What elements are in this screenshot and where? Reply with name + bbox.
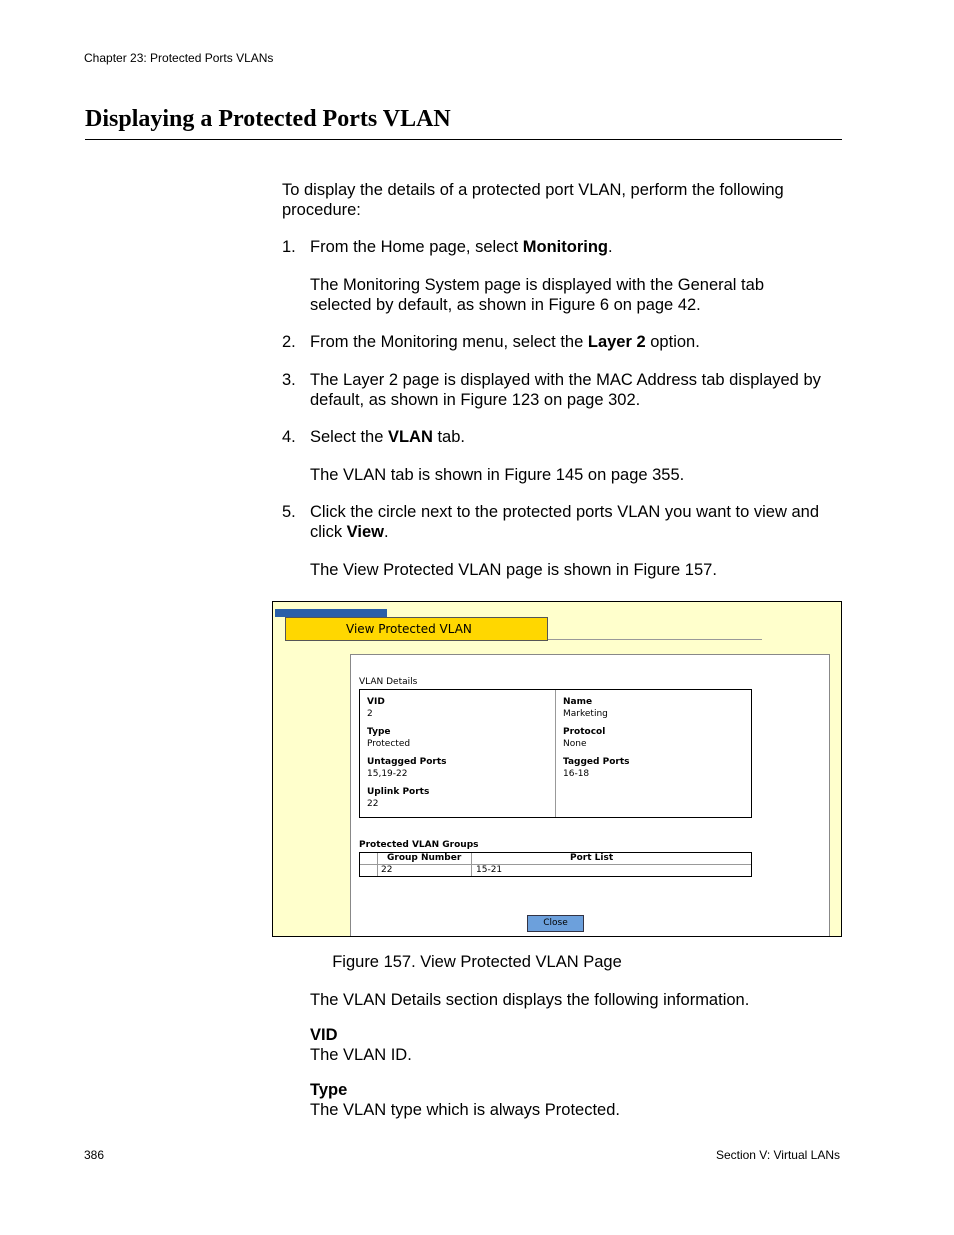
- protected-vlan-groups-heading: Protected VLAN Groups: [359, 840, 479, 850]
- intro-paragraph: To display the details of a protected port VLAN, perform the following procedure:: [282, 181, 784, 219]
- footer-section: Section V: Virtual LANs: [715, 1148, 840, 1162]
- figure-caption: Figure 157. View Protected VLAN Page: [332, 953, 622, 971]
- step-1-text: From the Home page, select Monitoring.: [310, 238, 613, 256]
- step-5-text: Click the circle next to the protected ports VLAN you want to view and click View.: [310, 503, 820, 541]
- table-column-rule: [471, 853, 472, 876]
- definition-desc-vid: The VLAN ID.: [310, 1046, 412, 1064]
- table-header-group-number: Group Number: [387, 853, 462, 863]
- step-2-number: 2.: [282, 333, 296, 351]
- definition-desc-type: The VLAN type which is always Protected.: [310, 1101, 620, 1119]
- protocol-label: Protocol: [563, 727, 606, 737]
- vid-value: 2: [367, 709, 373, 719]
- tab-underline: [548, 639, 762, 640]
- vid-label: VID: [367, 697, 385, 707]
- close-button[interactable]: Close: [527, 915, 584, 932]
- step-3-number: 3.: [282, 371, 296, 389]
- step-4-number: 4.: [282, 428, 296, 446]
- after-figure-paragraph: The VLAN Details section displays the following information.: [310, 991, 750, 1009]
- untagged-ports-value: 15,19-22: [367, 769, 408, 779]
- uplink-ports-value: 22: [367, 799, 379, 809]
- figure-screenshot: [272, 601, 842, 937]
- step-4-note: The VLAN tab is shown in Figure 145 on page 355.: [310, 466, 685, 484]
- chapter-header: Chapter 23: Protected Ports VLANs: [84, 51, 274, 65]
- section-title: Displaying a Protected Ports VLAN: [85, 106, 451, 132]
- step-4-text: Select the VLAN tab.: [310, 428, 465, 446]
- table-header-port-list: Port List: [570, 853, 614, 863]
- uplink-ports-label: Uplink Ports: [367, 787, 430, 797]
- tagged-ports-value: 16-18: [563, 769, 590, 779]
- details-divider: [555, 690, 556, 817]
- vlan-details-box: [359, 689, 752, 818]
- tagged-ports-label: Tagged Ports: [563, 757, 630, 767]
- type-label: Type: [367, 727, 391, 737]
- tab-view-protected-vlan[interactable]: View Protected VLAN: [285, 617, 548, 641]
- step-5-note: The View Protected VLAN page is shown in Figure 157.: [310, 561, 717, 579]
- table-header-rule: [360, 864, 751, 865]
- title-rule: [85, 139, 842, 140]
- step-1-note: The Monitoring System page is displayed with the General tab selected by default, as shown in Figure 6 on page 42.: [310, 276, 764, 314]
- step-1-number: 1.: [282, 238, 296, 256]
- step-5-number: 5.: [282, 503, 296, 521]
- name-value: Marketing: [563, 709, 608, 719]
- table-cell-port-list: 15-21: [476, 865, 503, 875]
- name-label: Name: [563, 697, 593, 707]
- type-value: Protected: [367, 739, 411, 749]
- table-cell-group-number: 22: [381, 865, 393, 875]
- step-2-text: From the Monitoring menu, select the Layer 2 option.: [310, 333, 700, 351]
- protected-vlan-groups-table: [359, 852, 752, 877]
- tab-bar-accent: [275, 609, 387, 617]
- definition-term-type: Type: [310, 1081, 348, 1099]
- content-panel: [350, 654, 830, 937]
- table-column-rule: [377, 853, 378, 876]
- untagged-ports-label: Untagged Ports: [367, 757, 447, 767]
- page-number: 386: [84, 1148, 105, 1162]
- step-3-text: The Layer 2 page is displayed with the MAC Address tab displayed by default, as shown in Figure 123 on page 302.: [310, 371, 821, 409]
- definition-term-vid: VID: [310, 1026, 338, 1044]
- protocol-value: None: [563, 739, 587, 749]
- vlan-details-heading: VLAN Details: [359, 677, 418, 687]
